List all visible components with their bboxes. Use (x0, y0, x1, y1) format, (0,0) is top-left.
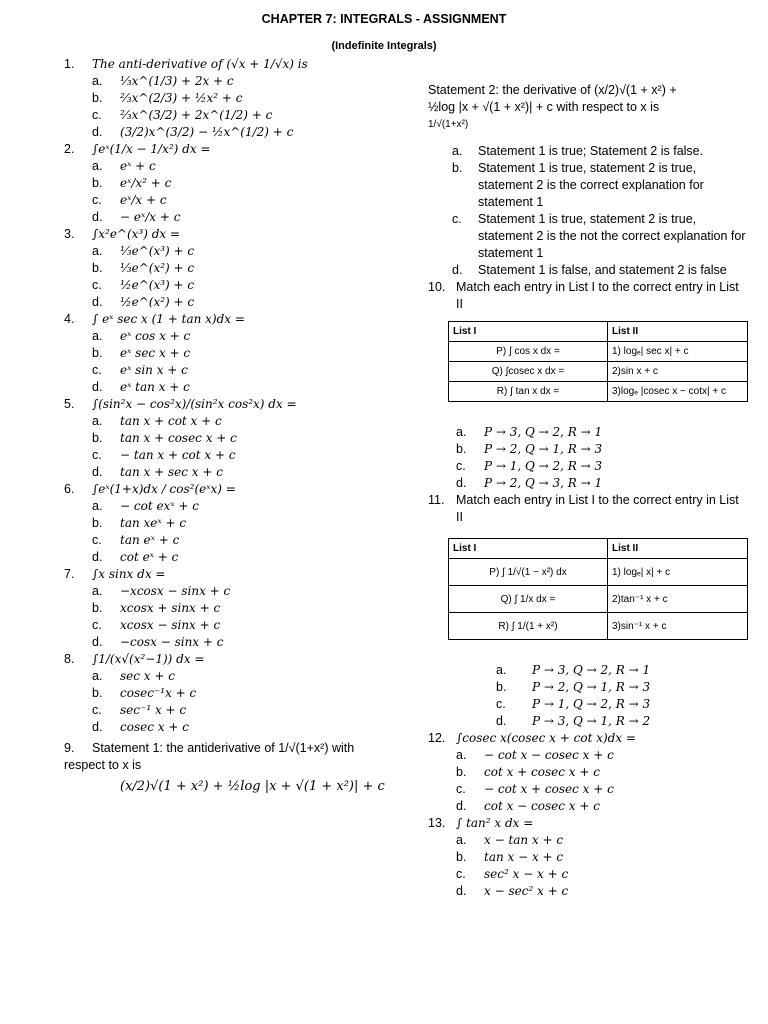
question-9 (64, 740, 394, 795)
statement-1-formula: (x/2)√(1 + x²) + ½log |x + √(1 + x²)| + c (120, 779, 385, 794)
option-text: eˣ/x² + c (120, 176, 172, 190)
option-letter: c. (456, 459, 466, 473)
option-letter: d. (92, 125, 103, 139)
option-letter: a. (456, 425, 467, 439)
table-row (449, 586, 748, 613)
option-text: eˣ sec x + c (120, 346, 191, 360)
option-text: ½e^(x²) + c (120, 295, 195, 309)
answer-option (428, 764, 748, 781)
option-text: P → 3, Q → 1, R → 2 (532, 714, 651, 728)
answer-option (428, 883, 748, 900)
option-text: − cot x + cosec x + c (484, 782, 614, 796)
question-number: 2. (64, 142, 75, 156)
question-stem (64, 651, 394, 668)
answer-option (428, 160, 748, 211)
option-letter: b. (92, 686, 103, 700)
option-text: sec² x − x + c (484, 867, 569, 881)
answer-option (64, 430, 394, 447)
match-table-q11 (448, 538, 748, 640)
answer-option (64, 498, 394, 515)
answer-option (428, 832, 748, 849)
option-letter: d. (456, 884, 467, 898)
statement-2-line3: 1/√(1+x²) (428, 119, 469, 130)
question-3 (64, 226, 394, 311)
question-text: ∫x²e^(x³) dx = (92, 227, 181, 241)
table-header-list1: List I (449, 539, 608, 559)
option-letter: b. (92, 91, 103, 105)
option-text: ⅓x^(1/3) + 2x + c (120, 74, 234, 88)
answer-option (64, 515, 394, 532)
option-text: −cosx − sinx + c (120, 635, 224, 649)
option-letter: c. (496, 697, 506, 711)
question-6 (64, 481, 394, 566)
answer-option (64, 413, 394, 430)
option-text: − cot exˣ + c (120, 499, 199, 513)
option-text: cosec x + c (120, 720, 189, 734)
question-number: 3. (64, 227, 75, 241)
option-text: Statement 1 is true, statement 2 is true, statement 2 is the not the correct explanation for statement 1 (478, 212, 746, 260)
answer-option (428, 747, 748, 764)
page-subtitle: (Indefinite Integrals) (331, 40, 437, 52)
question-stem (64, 311, 394, 328)
option-letter: c. (92, 703, 102, 717)
option-letter: a. (92, 329, 103, 343)
option-text: P → 1, Q → 2, R → 3 (532, 697, 651, 711)
option-text: xcosx − sinx + c (120, 618, 221, 632)
option-letter: d. (456, 476, 467, 490)
option-letter: d. (92, 635, 103, 649)
option-text: P → 1, Q → 2, R → 3 (484, 459, 603, 473)
option-letter: d. (496, 714, 507, 728)
option-text: − cot x − cosec x + c (484, 748, 614, 762)
question-text: ∫ tan² x dx = (456, 816, 534, 830)
table-cell: P) ∫ 1/√(1 − x²) dx (449, 559, 608, 586)
statement-2 (428, 82, 748, 133)
answer-option (428, 262, 748, 279)
table-header-list2: List II (608, 539, 748, 559)
page-title: CHAPTER 7: INTEGRALS - ASSIGNMENT (261, 12, 507, 26)
answer-option (428, 781, 748, 798)
answer-option (64, 328, 394, 345)
answer-option (476, 662, 748, 679)
option-letter: d. (92, 380, 103, 394)
option-text: ⅓e^(x²) + c (120, 261, 195, 275)
question-text: ∫(sin²x − cos²x)/(sin²x cos²x) dx = (92, 397, 297, 411)
answer-option (64, 379, 394, 396)
table-row (449, 342, 748, 362)
table-header-list1: List I (449, 322, 608, 342)
option-letter: b. (496, 680, 507, 694)
answer-option (64, 634, 394, 651)
question-text: ∫x sinx dx = (92, 567, 166, 581)
q9-options (428, 143, 748, 279)
table-cell: 2)sin x + c (608, 362, 748, 382)
answer-option (64, 73, 394, 90)
answer-option (64, 549, 394, 566)
option-letter: c. (92, 193, 102, 207)
option-text: x − sec² x + c (484, 884, 569, 898)
option-letter: a. (92, 74, 103, 88)
option-letter: a. (92, 244, 103, 258)
question-text: ∫1/(x√(x²−1)) dx = (92, 652, 205, 666)
question-number: 12. (428, 731, 446, 745)
question-stem (64, 566, 394, 583)
option-letter: b. (456, 850, 467, 864)
option-text: P → 2, Q → 1, R → 3 (484, 442, 603, 456)
question-text: ∫eˣ(1+x)dx / cos²(eˣx) = (92, 482, 236, 496)
question-text: The anti-derivative of (√x + 1/√x) is (92, 57, 308, 71)
question-text: Statement 1: the antiderivative of 1/√(1+x²) with (92, 741, 355, 755)
answer-option (428, 211, 748, 262)
option-letter: a. (92, 584, 103, 598)
option-text: P → 3, Q → 2, R → 1 (532, 663, 651, 677)
question-2 (64, 141, 394, 226)
question-13 (428, 815, 748, 900)
question-stem (428, 815, 748, 832)
answer-option (64, 294, 394, 311)
answer-option (64, 447, 394, 464)
answer-option (64, 617, 394, 634)
option-letter: d. (92, 550, 103, 564)
option-letter: a. (456, 748, 467, 762)
option-text: tan x − x + c (484, 850, 564, 864)
option-letter: a. (92, 159, 103, 173)
option-text: tan x + sec x + c (120, 465, 223, 479)
answer-option (64, 583, 394, 600)
option-text: Statement 1 is true, statement 2 is true, statement 2 is the correct explanation for statement 1 (478, 161, 704, 209)
left-column (64, 56, 394, 795)
option-text: tan xeˣ + c (120, 516, 187, 530)
answer-option (476, 713, 748, 730)
answer-option (64, 600, 394, 617)
option-letter: c. (456, 782, 466, 796)
option-letter: d. (452, 263, 463, 277)
question-number: 6. (64, 482, 75, 496)
answer-option (64, 532, 394, 549)
option-text: − eˣ/x + c (120, 210, 181, 224)
option-letter: b. (456, 442, 467, 456)
option-text: eˣ/x + c (120, 193, 167, 207)
option-text: − tan x + cot x + c (120, 448, 236, 462)
option-letter: b. (92, 176, 103, 190)
table-row (449, 613, 748, 640)
option-letter: b. (92, 261, 103, 275)
answer-option (64, 345, 394, 362)
question-number: 9. (64, 741, 75, 755)
option-letter: c. (452, 212, 462, 226)
option-text: xcosx + sinx + c (120, 601, 221, 615)
answer-option (428, 441, 748, 458)
option-letter: c. (92, 533, 102, 547)
option-letter: c. (92, 108, 102, 122)
question-11 (428, 492, 748, 526)
question-text-line2: respect to x is (64, 758, 142, 772)
answer-option (428, 866, 748, 883)
question-number: 1. (64, 57, 75, 71)
answer-option (64, 209, 394, 226)
option-letter: c. (92, 363, 102, 377)
option-text: tan x + cosec x + c (120, 431, 237, 445)
answer-option (64, 719, 394, 736)
answer-option (64, 107, 394, 124)
question-stem (64, 396, 394, 413)
table-row (449, 382, 748, 402)
question-stem (64, 141, 394, 158)
option-letter: a. (496, 663, 507, 677)
option-text: cot x + cosec x + c (484, 765, 600, 779)
answer-option (64, 464, 394, 481)
option-letter: c. (456, 867, 466, 881)
answer-option (64, 260, 394, 277)
table-cell: R) ∫ 1/(1 + x²) (449, 613, 608, 640)
table-cell: P) ∫ cos x dx = (449, 342, 608, 362)
answer-option (476, 696, 748, 713)
option-letter: b. (92, 601, 103, 615)
option-letter: a. (92, 414, 103, 428)
answer-option (64, 702, 394, 719)
table-cell: 1) logₑ| x| + c (608, 559, 748, 586)
right-column (428, 82, 748, 900)
question-number: 8. (64, 652, 75, 666)
option-text: P → 3, Q → 2, R → 1 (484, 425, 603, 439)
option-text: eˣ sin x + c (120, 363, 188, 377)
question-7 (64, 566, 394, 651)
q11-options (428, 662, 748, 730)
answer-option (428, 424, 748, 441)
option-text: eˣ + c (120, 159, 156, 173)
match-table-q10 (448, 321, 748, 402)
question-number: 10. (428, 280, 446, 294)
answer-option (64, 277, 394, 294)
question-stem (428, 730, 748, 747)
table-cell: 3)sin⁻¹ x + c (608, 613, 748, 640)
option-letter: d. (92, 295, 103, 309)
question-text: ∫cosec x(cosec x + cot x)dx = (456, 731, 636, 745)
option-text: Statement 1 is false, and statement 2 is false (478, 263, 727, 277)
option-text: ⅓e^(x³) + c (120, 244, 195, 258)
answer-option (428, 475, 748, 492)
question-number: 5. (64, 397, 75, 411)
question-number: 11. (428, 493, 445, 507)
option-text: ½e^(x³) + c (120, 278, 195, 292)
question-number: 7. (64, 567, 75, 581)
statement-2-line2: ½log |x + √(1 + x²)| + c with respect to x is (428, 100, 660, 114)
option-letter: b. (452, 161, 463, 175)
option-text: sec⁻¹ x + c (120, 703, 187, 717)
answer-option (64, 158, 394, 175)
question-stem (64, 56, 394, 73)
table-row (449, 559, 748, 586)
option-text: cot x − cosec x + c (484, 799, 600, 813)
option-text: P → 2, Q → 3, R → 1 (484, 476, 603, 490)
answer-option (64, 175, 394, 192)
option-text: ⅔x^(3/2) + 2x^(1/2) + c (120, 108, 273, 122)
option-letter: b. (456, 765, 467, 779)
question-stem (64, 226, 394, 243)
answer-option (428, 143, 748, 160)
option-text: ⅔x^(2/3) + ½x² + c (120, 91, 243, 105)
statement-2-line1: Statement 2: the derivative of (x/2)√(1 + x²) + (428, 83, 677, 97)
option-text: eˣ tan x + c (120, 380, 190, 394)
option-letter: d. (92, 720, 103, 734)
question-text: ∫eˣ(1/x − 1/x²) dx = (92, 142, 211, 156)
option-text: tan x + cot x + c (120, 414, 222, 428)
question-4 (64, 311, 394, 396)
table-cell: Q) ∫cosec x dx = (449, 362, 608, 382)
option-letter: a. (92, 669, 103, 683)
option-text: Statement 1 is true; Statement 2 is false. (478, 144, 704, 158)
option-letter: d. (92, 210, 103, 224)
option-text: sec x + c (120, 669, 175, 683)
table-cell: R) ∫ tan x dx = (449, 382, 608, 402)
option-letter: b. (92, 516, 103, 530)
option-text: eˣ cos x + c (120, 329, 191, 343)
question-text: Match each entry in List I to the correct entry in List II (456, 280, 739, 311)
option-letter: a. (456, 833, 467, 847)
answer-option (428, 798, 748, 815)
option-text: P → 2, Q → 1, R → 3 (532, 680, 651, 694)
answer-option (64, 192, 394, 209)
question-text: ∫ eˣ sec x (1 + tan x)dx = (92, 312, 245, 326)
option-text: x − tan x + c (484, 833, 564, 847)
question-12 (428, 730, 748, 815)
question-text: Match each entry in List I to the correct entry in List II (456, 493, 739, 524)
answer-option (64, 362, 394, 379)
option-letter: c. (92, 278, 102, 292)
option-letter: b. (92, 431, 103, 445)
option-letter: c. (92, 448, 102, 462)
question-1 (64, 56, 394, 141)
option-letter: a. (92, 499, 103, 513)
table-row (449, 362, 748, 382)
option-text: cot eˣ + c (120, 550, 179, 564)
question-stem (64, 481, 394, 498)
answer-option (64, 668, 394, 685)
question-10 (428, 279, 748, 313)
option-letter: b. (92, 346, 103, 360)
question-number: 4. (64, 312, 75, 326)
question-stem (64, 740, 394, 757)
table-header-list2: List II (608, 322, 748, 342)
option-text: cosec⁻¹x + c (120, 686, 197, 700)
answer-option (428, 849, 748, 866)
option-text: tan eˣ + c (120, 533, 180, 547)
table-cell: Q) ∫ 1/x dx = (449, 586, 608, 613)
option-text: (3/2)x^(3/2) − ½x^(1/2) + c (120, 125, 294, 139)
question-5 (64, 396, 394, 481)
answer-option (64, 90, 394, 107)
answer-option (476, 679, 748, 696)
answer-option (64, 124, 394, 141)
question-number: 13. (428, 816, 446, 830)
q10-options (428, 424, 748, 492)
option-letter: a. (452, 144, 463, 158)
option-letter: d. (456, 799, 467, 813)
option-text: −xcosx − sinx + c (120, 584, 231, 598)
answer-option (428, 458, 748, 475)
table-cell: 2)tan⁻¹ x + c (608, 586, 748, 613)
option-letter: c. (92, 618, 102, 632)
answer-option (64, 243, 394, 260)
table-cell: 3)logₑ |cosec x − cotx| + c (608, 382, 748, 402)
answer-option (64, 685, 394, 702)
option-letter: d. (92, 465, 103, 479)
table-cell: 1) logₑ| sec x| + c (608, 342, 748, 362)
question-8 (64, 651, 394, 736)
